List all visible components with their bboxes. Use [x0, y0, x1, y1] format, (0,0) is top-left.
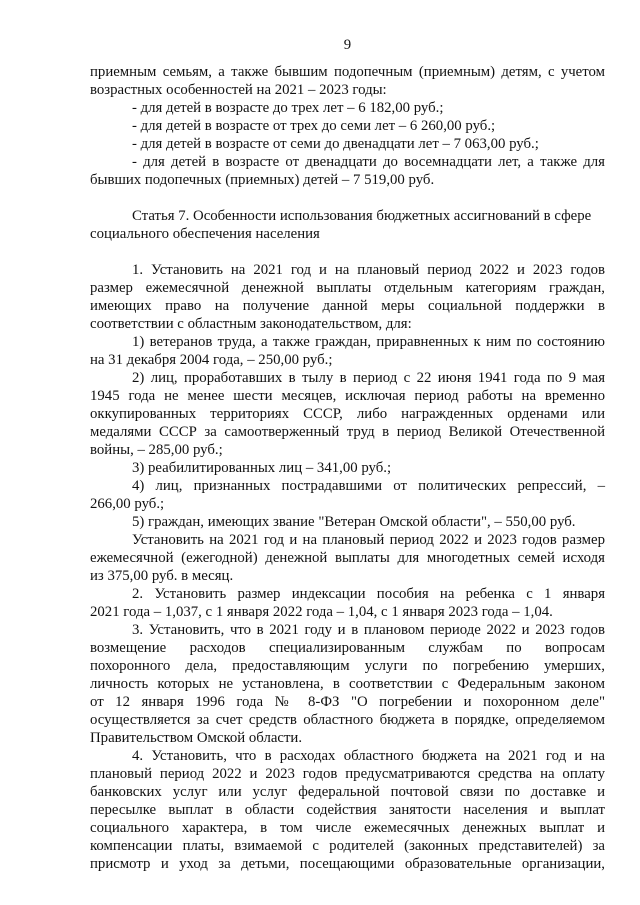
text-line: 3) реабилитированных лиц – 341,00 руб.;: [132, 460, 392, 476]
text-line: 2. Установить размер индексации пособия на ребенка с 1 января: [132, 586, 605, 602]
paragraph: [90, 585, 605, 621]
text-line: - для детей в возрасте от двенадцати до восемнадцати лет, а также для: [132, 154, 605, 170]
text-line: - для детей в возрасте до трех лет – 6 182,00 руб.;: [132, 100, 444, 116]
text-line: от 12 января 1996 года № 8-ФЗ "О погребении и похоронном деле": [90, 694, 605, 710]
text-line: войны, – 285,00 руб.;: [90, 442, 223, 458]
paragraph: [90, 333, 605, 369]
text-line: похоронного дела, предоставляющим услуги по погребению умерших,: [90, 658, 605, 674]
paragraph: [90, 117, 605, 135]
article-heading-line: Статья 7. Особенности использования бюджетных ассигнований в сфере: [132, 208, 592, 224]
text-line: возрастных особенностей на 2021 – 2023 годы:: [90, 82, 387, 98]
paragraph: [90, 531, 605, 585]
text-line: размер ежемесячной денежной выплаты отдельным категориям граждан,: [90, 280, 605, 296]
text-line: возмещение расходов специализированным службам по вопросам: [90, 640, 605, 656]
article-heading: [90, 207, 605, 243]
text-line: социального характера, в том числе ежемесячных денежных выплат и: [90, 820, 605, 836]
paragraph: [90, 369, 605, 459]
paragraph: [90, 153, 605, 189]
article-heading-line: социального обеспечения населения: [90, 226, 320, 242]
article-body: [90, 261, 605, 873]
text-line: пересылке выплат в области содействия занятости населения и выплат: [90, 802, 605, 818]
text-line: банковских услуг или услуг федеральной почтовой связи по доставке и: [90, 784, 605, 800]
page-content: [90, 36, 605, 873]
paragraph: [90, 747, 605, 873]
paragraph: [90, 621, 605, 747]
text-line: имеющих право на получение данной меры социальной поддержки в: [90, 298, 605, 314]
text-line: оккупированных территориях СССР, либо награжденных орденами или: [90, 406, 605, 422]
text-line: ежемесячной (ежегодной) денежной выплаты для многодетных семей исходя: [90, 550, 605, 566]
text-line: бывших подопечных (приемных) детей – 7 519,00 руб.: [90, 172, 435, 188]
paragraph: [90, 477, 605, 513]
paragraph: [90, 135, 605, 153]
text-line: на 31 декабря 2004 года, – 250,00 руб.;: [90, 352, 333, 368]
paragraph: [90, 99, 605, 117]
text-line: 1. Установить на 2021 год и на плановый период 2022 и 2023 годов: [132, 262, 605, 278]
text-line: - для детей в возрасте от трех до семи лет – 6 260,00 руб.;: [132, 118, 496, 134]
text-line: 5) граждан, имеющих звание "Ветеран Омской области", – 550,00 руб.: [132, 514, 576, 530]
text-line: 1) ветеранов труда, а также граждан, приравненных к ним по состоянию: [132, 334, 605, 350]
paragraph: [90, 459, 605, 477]
text-line: 266,00 руб.;: [90, 496, 165, 512]
text-line: из 375,00 руб. в месяц.: [90, 568, 234, 584]
paragraph: [90, 513, 605, 531]
text-line: 2021 года – 1,037, с 1 января 2022 года – 1,04, с 1 января 2023 года – 1,04.: [90, 604, 553, 620]
text-line: осуществляется за счет средств областного бюджета в порядке, определяемом: [90, 712, 605, 728]
text-line: 2) лиц, проработавших в тылу в период с 22 июня 1941 года по 9 мая: [132, 370, 605, 386]
text-line: компенсации платы, взимаемой с родителей (законных представителей) за: [90, 838, 605, 854]
text-line: 3. Установить, что в 2021 году и в плановом периоде 2022 и 2023 годов: [132, 622, 605, 638]
text-line: медалями СССР за самоотверженный труд в период Великой Отечественной: [90, 424, 605, 440]
text-line: 1945 года не менее шести месяцев, исключая период работы на временно: [90, 388, 605, 404]
text-line: Установить на 2021 год и на плановый период 2022 и 2023 годов размер: [132, 532, 605, 548]
text-line: - для детей в возрасте от семи до двенадцати лет – 7 063,00 руб.;: [132, 136, 539, 152]
text-line: 4. Установить, что в расходах областного бюджета на 2021 год и на: [132, 748, 605, 764]
text-line: личность которых не установлена, в соответствии с Федеральным законом: [90, 676, 605, 692]
text-line: Правительством Омской области.: [90, 730, 303, 746]
text-line: 4) лиц, признанных пострадавшими от политических репрессий, –: [132, 478, 605, 494]
text-line: присмотр и уход за детьми, посещающими образовательные организации,: [90, 856, 605, 872]
page-number: 9: [343, 37, 352, 53]
text-line: соответствии с областным законодательством, для:: [90, 316, 412, 332]
paragraph: [90, 63, 605, 99]
paragraph: [90, 261, 605, 333]
blank-line: [90, 243, 605, 261]
text-line: плановый период 2022 и 2023 годов предусматриваются средства на оплату: [90, 766, 605, 782]
intro-paragraphs: [90, 63, 605, 189]
text-line: приемным семьям, а также бывшим подопечным (приемным) детям, с учетом: [90, 64, 605, 80]
blank-line: [90, 189, 605, 207]
